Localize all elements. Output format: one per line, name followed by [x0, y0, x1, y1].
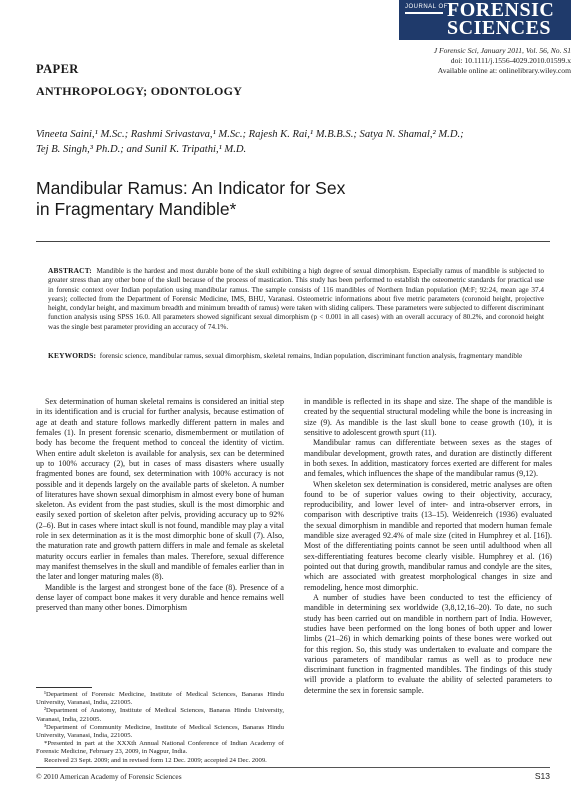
title-line-2: in Fragmentary Mandible*	[36, 199, 237, 219]
abstract	[48, 266, 544, 332]
journal-availability: Available online at: onlinelibrary.wiley.com	[437, 66, 571, 75]
author-line-2: Tej B. Singh,³ Ph.D.; and Sunil K. Tripathi,¹ M.D.	[36, 144, 247, 155]
abstract-text: Mandible is the hardest and most durable bone of the skull exhibiting a high degree of sexual dimorphism. Especially ramus of mandible is subjected to greater stress than any other bone of the skull because of the process of mastication. This study has been performed to establish the osteometric standards for practical use in forensic context over Indian population using mandibular ramus. The sample consists of 116 mandibles of Northern Indian population (M:F; 92:24, mean age 37.4 years); collected from the Department of Forensic Medicine, IMS, BHU, Varanasi. Osteometric informations about five metric parameters (coronoid height, projective height, condylar height, and maximum breadth and minimum breadth of ramus) were taken with sliding calipers. These parameters were subjected to different discriminant function analysis using SPSS 16.0. All parameters showed significant sexual dimorphism (p < 0.001 in all cases) with an overall accuracy of 80.2%, and coronoid height was the single best parameter providing an accuracy of 74.1%.	[48, 267, 545, 331]
footer-divider	[36, 767, 550, 768]
masthead-journal-of: JOURNAL OF	[405, 4, 448, 10]
body-paragraph: A number of studies have been conducted to test the efficiency of mandible in determining sex worldwide (3,8,12,16–20). To date, no such study has been carried out on mandible in northern part of India. However, studies have been performed on the long bones of both upper and lower limbs (21–26) in which demarking points of these bones were worked out for this region. So, this study was undertaken to evaluate and compare the various parameters of mandibular ramus as well as to produce new discriminant function in fragmented mandibles. The findings of this study will provide a platform to evaluate the ability of selected parameters to determine the sex in forensic sample.	[304, 592, 552, 695]
author-list	[36, 127, 551, 157]
footnote: ³Department of Community Medicine, Institute of Medical Sciences, Banaras Hindu University, Varanasi, India, 221005.	[36, 723, 284, 740]
footnote: ¹Department of Forensic Medicine, Institute of Medical Sciences, Banaras Hindu University, Varanasi, India, 221005.	[36, 691, 284, 707]
journal-masthead-logo	[399, 0, 571, 40]
footnotes	[36, 691, 284, 765]
footnote: Received 23 Sept. 2009; and in revised form 12 Dec. 2009; accepted 24 Dec. 2009.	[44, 756, 267, 764]
body-column-right	[304, 397, 552, 696]
body-paragraph: When skeleton sex determination is considered, metric analyses are often found to be of superior values owing to their objectivity, accuracy, reproducibility, and lower level of inter- and intra-observer errors, in comparison with descriptive traits (13–15). Weidenreich (1936) evaluated the sexual dimorphism in mandible and reported that modern human female mandible size averaged 92.4% of male size (cited in Humphrey et al. [16]). Most of the differentiating points cannot be seen until adulthood when all sex-differentiating features become clearly visible. Humphrey et al. (16) pointed out that during growth, mandibular ramus and condyle are the sites, which are associated with greatest morphological changes in size and remodeling, hence most dimorphic.	[304, 479, 552, 592]
copyright-notice: © 2010 American Academy of Forensic Sciences	[36, 772, 182, 781]
journal-info	[331, 46, 571, 76]
keywords-text: forensic science, mandibular ramus, sexual dimorphism, skeletal remains, Indian population, discriminant function analysis, fragmentary mandible	[99, 352, 523, 360]
body-column-left	[36, 397, 284, 614]
journal-citation: J Forensic Sci, January 2011, Vol. 56, No. S1	[433, 46, 571, 55]
footnote-divider	[36, 687, 92, 688]
journal-doi: doi: 10.1111/j.1556-4029.2010.01599.x	[450, 56, 571, 65]
footnote: *Presented in part at the XXXth Annual National Conference of Indian Academy of Forensic Medicine, February 23, 2009, in Nagpur, India.	[36, 740, 284, 756]
footnote: ²Department of Anatomy, Institute of Medical Sciences, Banaras Hindu University, Varanasi, India, 221005.	[36, 707, 284, 723]
masthead-divider	[405, 12, 443, 14]
keywords-label: KEYWORDS:	[48, 351, 97, 360]
masthead-forensic: FORENSIC	[447, 0, 555, 21]
author-line-1: Vineeta Saini,¹ M.Sc.; Rashmi Srivastava,¹ M.Sc.; Rajesh K. Rai,¹ M.B.B.S.; Satya N. Shamal,² M.D.;	[36, 129, 464, 140]
body-paragraph: Mandible is the largest and strongest bone of the face (8). Presence of a dense layer of compact bone makes it very durable and hence remains well preserved than many other bones. Dimorphism	[36, 582, 284, 613]
article-title	[36, 178, 536, 220]
masthead-sciences: SCIENCES	[447, 17, 552, 39]
title-line-1: Mandibular Ramus: An Indicator for Sex	[36, 178, 346, 198]
abstract-label: ABSTRACT:	[48, 266, 92, 275]
body-paragraph: Mandibular ramus can differentiate between sexes as the stages of mandibular development, growth rates, and duration are distinctly different in both sexes. In addition, masticatory forces exerted are different for males and females, which influences the shape of the mandibular ramus (9,12).	[304, 438, 552, 479]
paper-type-label: PAPER	[36, 62, 79, 76]
body-paragraph: in mandible is reflected in its shape and size. The shape of the mandible is created by the sequential structural modeling while the bone is increasing in size (9). As mandible is the last skull bone to cease growth (10), it is sensitive to adolescent growth spurt (11).	[304, 397, 552, 437]
page-number: S13	[534, 771, 550, 781]
keywords	[48, 351, 544, 361]
title-divider	[36, 241, 550, 242]
body-paragraph: Sex determination of human skeletal remains is considered an initial step in its identification and is crucial for further analysis, because estimation of age at death and stature follows markedly different pattern in males and females (1). In present forensic scenario, dismemberment or mutilation of body has become the frequent method to conceal the identity of victim. When entire adult skeleton is available for analysis, sex can be determined up to 100% accuracy (2), but in cases of mass disasters where usually fragmented bones are found, sex determination with 100% accuracy is not possible and it depends largely on the available parts of skeleton. A number of literatures have shown sexual dimorphism in almost every bone of human skeleton. As evident from the past studies, skull is the most dimorphic and easily sexed portion of skeleton after pelvis, providing accuracy up to 92% (2–6). But in cases where intact skull is not found, mandible may play a vital role in sex determination as it is the most dimorphic bone of skull (7). Also, the maturation rate and growth pattern differs in male and female as skeletal maturity occurs earlier in females than males. Therefore, sexual difference may manifest themselves in the skull and mandible of females earlier than in the later and longer maturing males (8).	[36, 397, 284, 582]
section-label: ANTHROPOLOGY; ODONTOLOGY	[36, 84, 243, 98]
